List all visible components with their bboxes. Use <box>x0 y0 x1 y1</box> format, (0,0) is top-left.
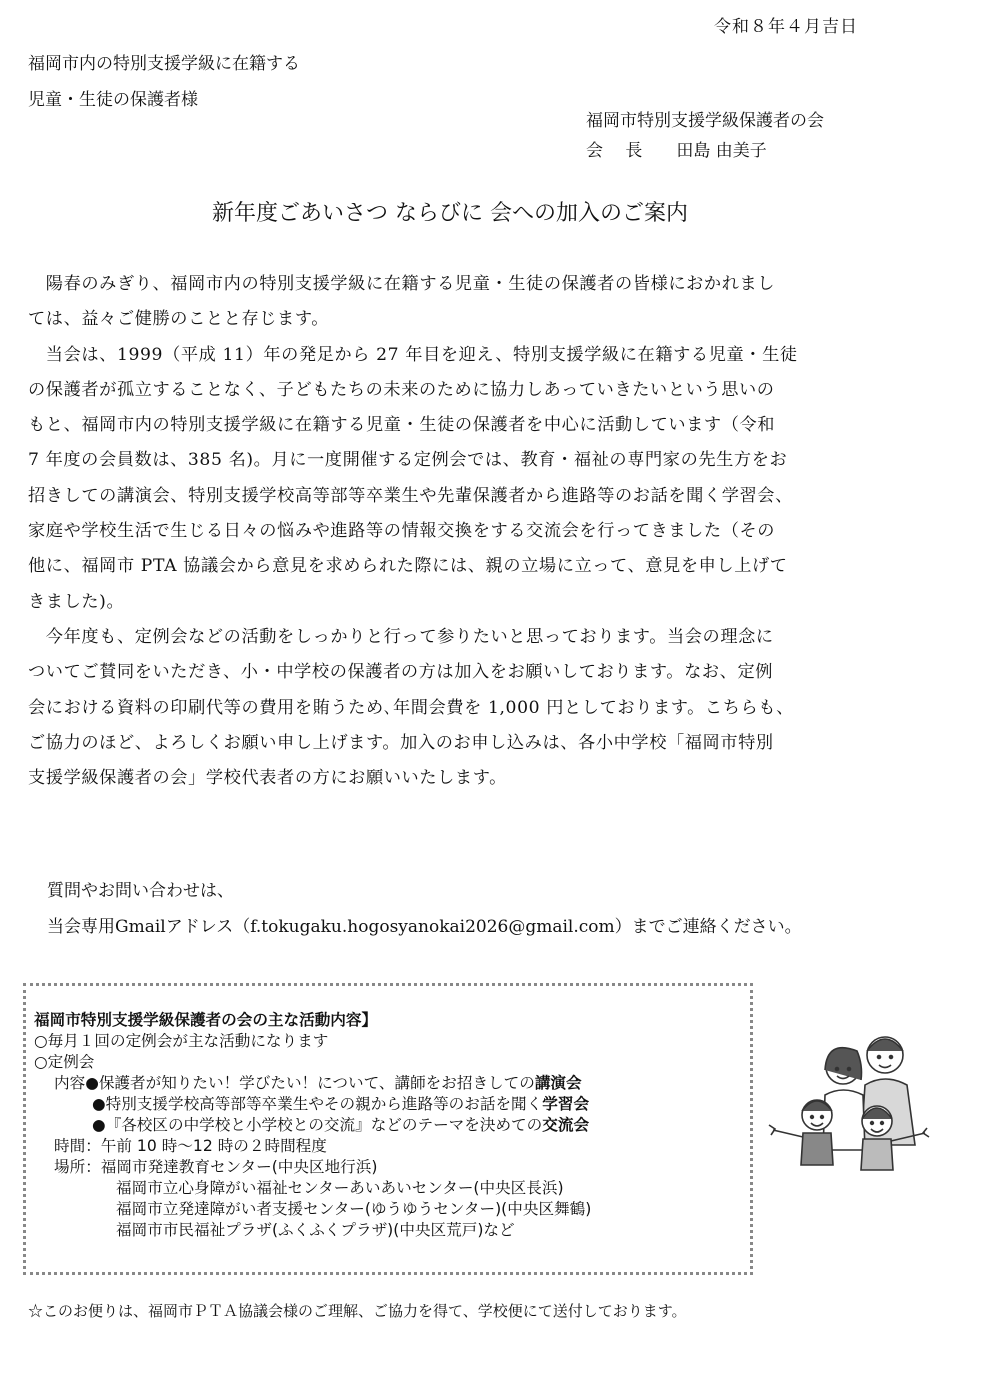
body-line: の保護者が孤立することなく、子どもたちの未来のために協力しあっていきたいという思いの <box>28 379 775 400</box>
place-item: 福岡市立心身障がい福祉センターあいあいセンター(中央区長浜) <box>116 1179 564 1197</box>
body-line: 他に、福岡市 PTA 協議会から意見を求められた際には、親の立場に立って、意見を申し上げて <box>28 556 788 577</box>
contents-row <box>34 1115 591 1136</box>
recipient-line: 児童・生徒の保護者様 <box>28 90 198 110</box>
contents-text: 保護者が知りたい！学びたい！について、講師をお招きしての <box>98 1074 535 1092</box>
body-line: きました)。 <box>28 591 125 612</box>
issue-date: 令和８年４月吉日 <box>714 17 858 37</box>
contents-row <box>34 1073 591 1094</box>
recipient-block <box>28 46 300 118</box>
body-line: 陽春のみぎり、福岡市内の特別支援学級に在籍する児童・生徒の保護者の皆様におかれまし <box>28 274 776 294</box>
body-line: ご協力のほど、よろしくお願い申し上げます。加入のお申し込みは、各小中学校「福岡市特別 <box>28 732 774 753</box>
sender-block <box>586 106 824 166</box>
body-line: 当会は、1999（平成 11）年の発足から 27 年目を迎え、特別支援学級に在籍する児童・生徒 <box>28 344 798 365</box>
body-line: 7 年度の会員数は、385 名)。月に一度開催する定例会では、教育・福祉の専門家の先生方をお <box>28 450 788 471</box>
footnote: ☆このお便りは、福岡市ＰＴＡ協議会様のご理解、ご協力を得て、学校便にて送付しております。 <box>28 1302 687 1320</box>
body-line: ては、益々ご健勝のことと存じます。 <box>28 309 330 330</box>
body-line: 今年度も、定例会などの活動をしっかりと行って参りたいと思っております。当会の理念に <box>28 626 774 647</box>
body-line: 家庭や学校生活で生じる日々の悩みや進路等の情報交換をする交流会を行ってきました（その <box>28 521 776 542</box>
contact-intro: 質問やお問い合わせは、 <box>47 881 234 901</box>
body-line: 支援学級保護者の会」学校代表者の方にお願いいたします。 <box>28 768 507 789</box>
activities-content <box>34 1010 591 1241</box>
contents-row <box>34 1094 591 1115</box>
activities-item: ○定例会 <box>34 1053 95 1071</box>
bullet-icon: ● <box>85 1074 99 1092</box>
sender-org: 福岡市特別支援学級保護者の会 <box>586 111 824 131</box>
place-item: 福岡市市民福祉プラザ(ふくふくプラザ)(中央区荒戸)など <box>116 1221 515 1239</box>
activities-item: ○毎月１回の定例会が主な活動になります <box>34 1032 329 1050</box>
body-line: 会における資料の印刷代等の費用を賄うため､年間会費を 1,000 円としております。こちらも、 <box>28 697 794 718</box>
body-line: 招きしての講演会、特別支援学校高等部等卒業生や先輩保護者から進路等のお話を聞く学習会、 <box>28 485 793 506</box>
contents-bold: 交流会 <box>542 1116 590 1134</box>
sender-chair: 会 長 田島 由美子 <box>586 141 767 161</box>
recipient-line: 福岡市内の特別支援学級に在籍する <box>28 54 300 74</box>
family-illustration <box>765 1025 965 1175</box>
time-row: 時間：午前 10 時～12 時の２時間程度 <box>54 1137 327 1155</box>
place-label: 場所： <box>54 1158 101 1176</box>
place-item: 福岡市立発達障がい者支援センター(ゆうゆうセンター)(中央区舞鶴) <box>116 1200 592 1218</box>
place-item: 福岡市発達教育センター(中央区地行浜) <box>100 1158 378 1176</box>
contact-block <box>47 873 802 945</box>
contents-bold: 学習会 <box>542 1095 590 1113</box>
letter-body <box>28 267 888 796</box>
contact-email-line: 当会専用Gmailアドレス（f.tokugaku.hogosyanokai2026@gmail.com）までご連絡ください。 <box>47 917 802 937</box>
bullet-icon: ● <box>92 1095 106 1113</box>
bullet-icon: ● <box>92 1116 106 1134</box>
body-line: もと、福岡市内の特別支援学級に在籍する児童・生徒の保護者を中心に活動しています（令和 <box>28 415 776 436</box>
contents-label: 内容 <box>54 1074 86 1092</box>
place-row <box>34 1157 591 1178</box>
page-title: 新年度ごあいさつ ならびに 会への加入のご案内 <box>212 201 688 226</box>
contents-text: 『各校区の中学校と小学校との交流』などのテーマを決めての <box>105 1116 543 1134</box>
contents-text: 特別支援学校高等部等卒業生やその親から進路等のお話を聞く <box>105 1095 543 1113</box>
contents-bold: 講演会 <box>534 1074 582 1092</box>
activities-heading: 福岡市特別支援学級保護者の会の主な活動内容】 <box>34 1011 378 1029</box>
body-line: ついてご賛同をいただき、小・中学校の保護者の方は加入をお願いしております。なお、定例 <box>28 662 774 683</box>
